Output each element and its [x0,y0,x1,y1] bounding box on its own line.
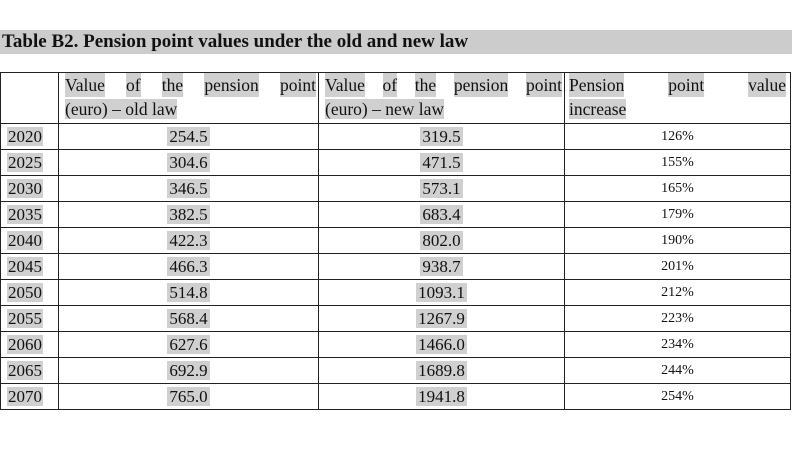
old-law-value-text: 382.5 [169,204,208,224]
increase-cell: 126% [565,124,791,150]
old-law-value-text: 568.4 [169,308,208,328]
table-row [1,280,791,306]
old-law-value-cell [59,384,319,410]
year-text: 2035 [8,204,42,224]
old-law-value-cell [59,280,319,306]
new-law-value-cell [319,384,565,410]
increase-cell: 155% [565,150,791,176]
increase-cell: 179% [565,202,791,228]
new-law-value-cell [319,254,565,280]
increase-cell: 223% [565,306,791,332]
year-text: 2070 [8,386,42,406]
increase-cell: 244% [565,358,791,384]
increase-cell: 165% [565,176,791,202]
new-law-value-cell [319,332,565,358]
year-cell [1,150,59,176]
header-word: Value [65,75,105,95]
old-law-value-cell [59,228,319,254]
header-year-cell [1,73,59,124]
year-text: 2060 [8,334,42,354]
old-law-value-cell [59,176,319,202]
old-law-value-text: 692.9 [169,360,208,380]
increase-cell: 201% [565,254,791,280]
header-new-law-line1 [325,73,562,97]
table-row [1,176,791,202]
new-law-value-cell [319,280,565,306]
header-increase-line2: increase [569,99,627,119]
new-law-value-text: 938.7 [422,256,461,276]
new-law-value-cell [319,228,565,254]
year-text: 2065 [8,360,42,380]
year-text: 2040 [8,230,42,250]
new-law-value-cell [319,176,565,202]
year-cell [1,280,59,306]
header-word: the [414,75,437,95]
header-old-law-line2: (euro) – old law [65,99,178,119]
increase-cell: 212% [565,280,791,306]
old-law-value-text: 346.5 [169,178,208,198]
new-law-value-text: 1466.0 [418,334,465,354]
header-row [1,73,791,124]
table-row [1,306,791,332]
header-old-law-line1 [65,73,316,97]
old-law-value-cell [59,202,319,228]
header-new-law-line2: (euro) – new law [325,99,445,119]
year-cell [1,306,59,332]
year-text: 2025 [8,152,42,172]
new-law-value-cell [319,124,565,150]
old-law-value-text: 466.3 [169,256,208,276]
header-word: pension [453,75,509,95]
old-law-value-text: 254.5 [169,126,208,146]
new-law-value-text: 1689.8 [418,360,465,380]
new-law-value-text: 471.5 [422,152,461,172]
increase-cell: 234% [565,332,791,358]
old-law-value-text: 765.0 [169,386,208,406]
table-row [1,202,791,228]
new-law-value-text: 1093.1 [418,282,465,302]
header-word: Pension [569,75,625,95]
new-law-value-text: 319.5 [422,126,461,146]
old-law-value-text: 422.3 [169,230,208,250]
header-word: point [279,75,316,95]
old-law-value-cell [59,150,319,176]
old-law-value-cell [59,332,319,358]
old-law-value-cell [59,306,319,332]
year-cell [1,176,59,202]
header-word: the [161,75,184,95]
table-row [1,332,791,358]
table-row [1,254,791,280]
header-increase [565,73,791,124]
year-text: 2020 [8,126,42,146]
new-law-value-text: 802.0 [422,230,461,250]
table-row [1,358,791,384]
old-law-value-text: 627.6 [169,334,208,354]
new-law-value-cell [319,150,565,176]
year-cell [1,332,59,358]
pension-table [0,72,791,410]
old-law-value-cell [59,254,319,280]
header-new-law [319,73,565,124]
year-text: 2055 [8,308,42,328]
new-law-value-text: 573.1 [422,178,461,198]
new-law-value-cell [319,306,565,332]
year-text: 2045 [8,256,42,276]
year-cell [1,254,59,280]
new-law-value-text: 1267.9 [418,308,465,328]
year-cell [1,384,59,410]
year-cell [1,228,59,254]
header-word: value [748,75,786,95]
header-word: pension [204,75,259,95]
table-title: Table B2. Pension point values under the old and new law [0,30,792,54]
increase-cell: 190% [565,228,791,254]
old-law-value-text: 514.8 [169,282,208,302]
old-law-value-cell [59,358,319,384]
table-row [1,124,791,150]
new-law-value-text: 683.4 [422,204,461,224]
increase-cell: 254% [565,384,791,410]
year-cell [1,358,59,384]
old-law-value-text: 304.6 [169,152,208,172]
table-row [1,228,791,254]
year-cell [1,202,59,228]
header-word: of [126,75,141,95]
year-text: 2030 [8,178,42,198]
header-word: Value [325,75,365,95]
header-word: point [525,75,562,95]
year-cell [1,124,59,150]
header-word: of [382,75,398,95]
header-word: point [668,75,705,95]
old-law-value-cell [59,124,319,150]
new-law-value-text: 1941.8 [418,386,465,406]
table-row [1,384,791,410]
header-old-law [59,73,319,124]
year-text: 2050 [8,282,42,302]
new-law-value-cell [319,358,565,384]
table-row [1,150,791,176]
new-law-value-cell [319,202,565,228]
header-increase-line1 [569,73,786,97]
